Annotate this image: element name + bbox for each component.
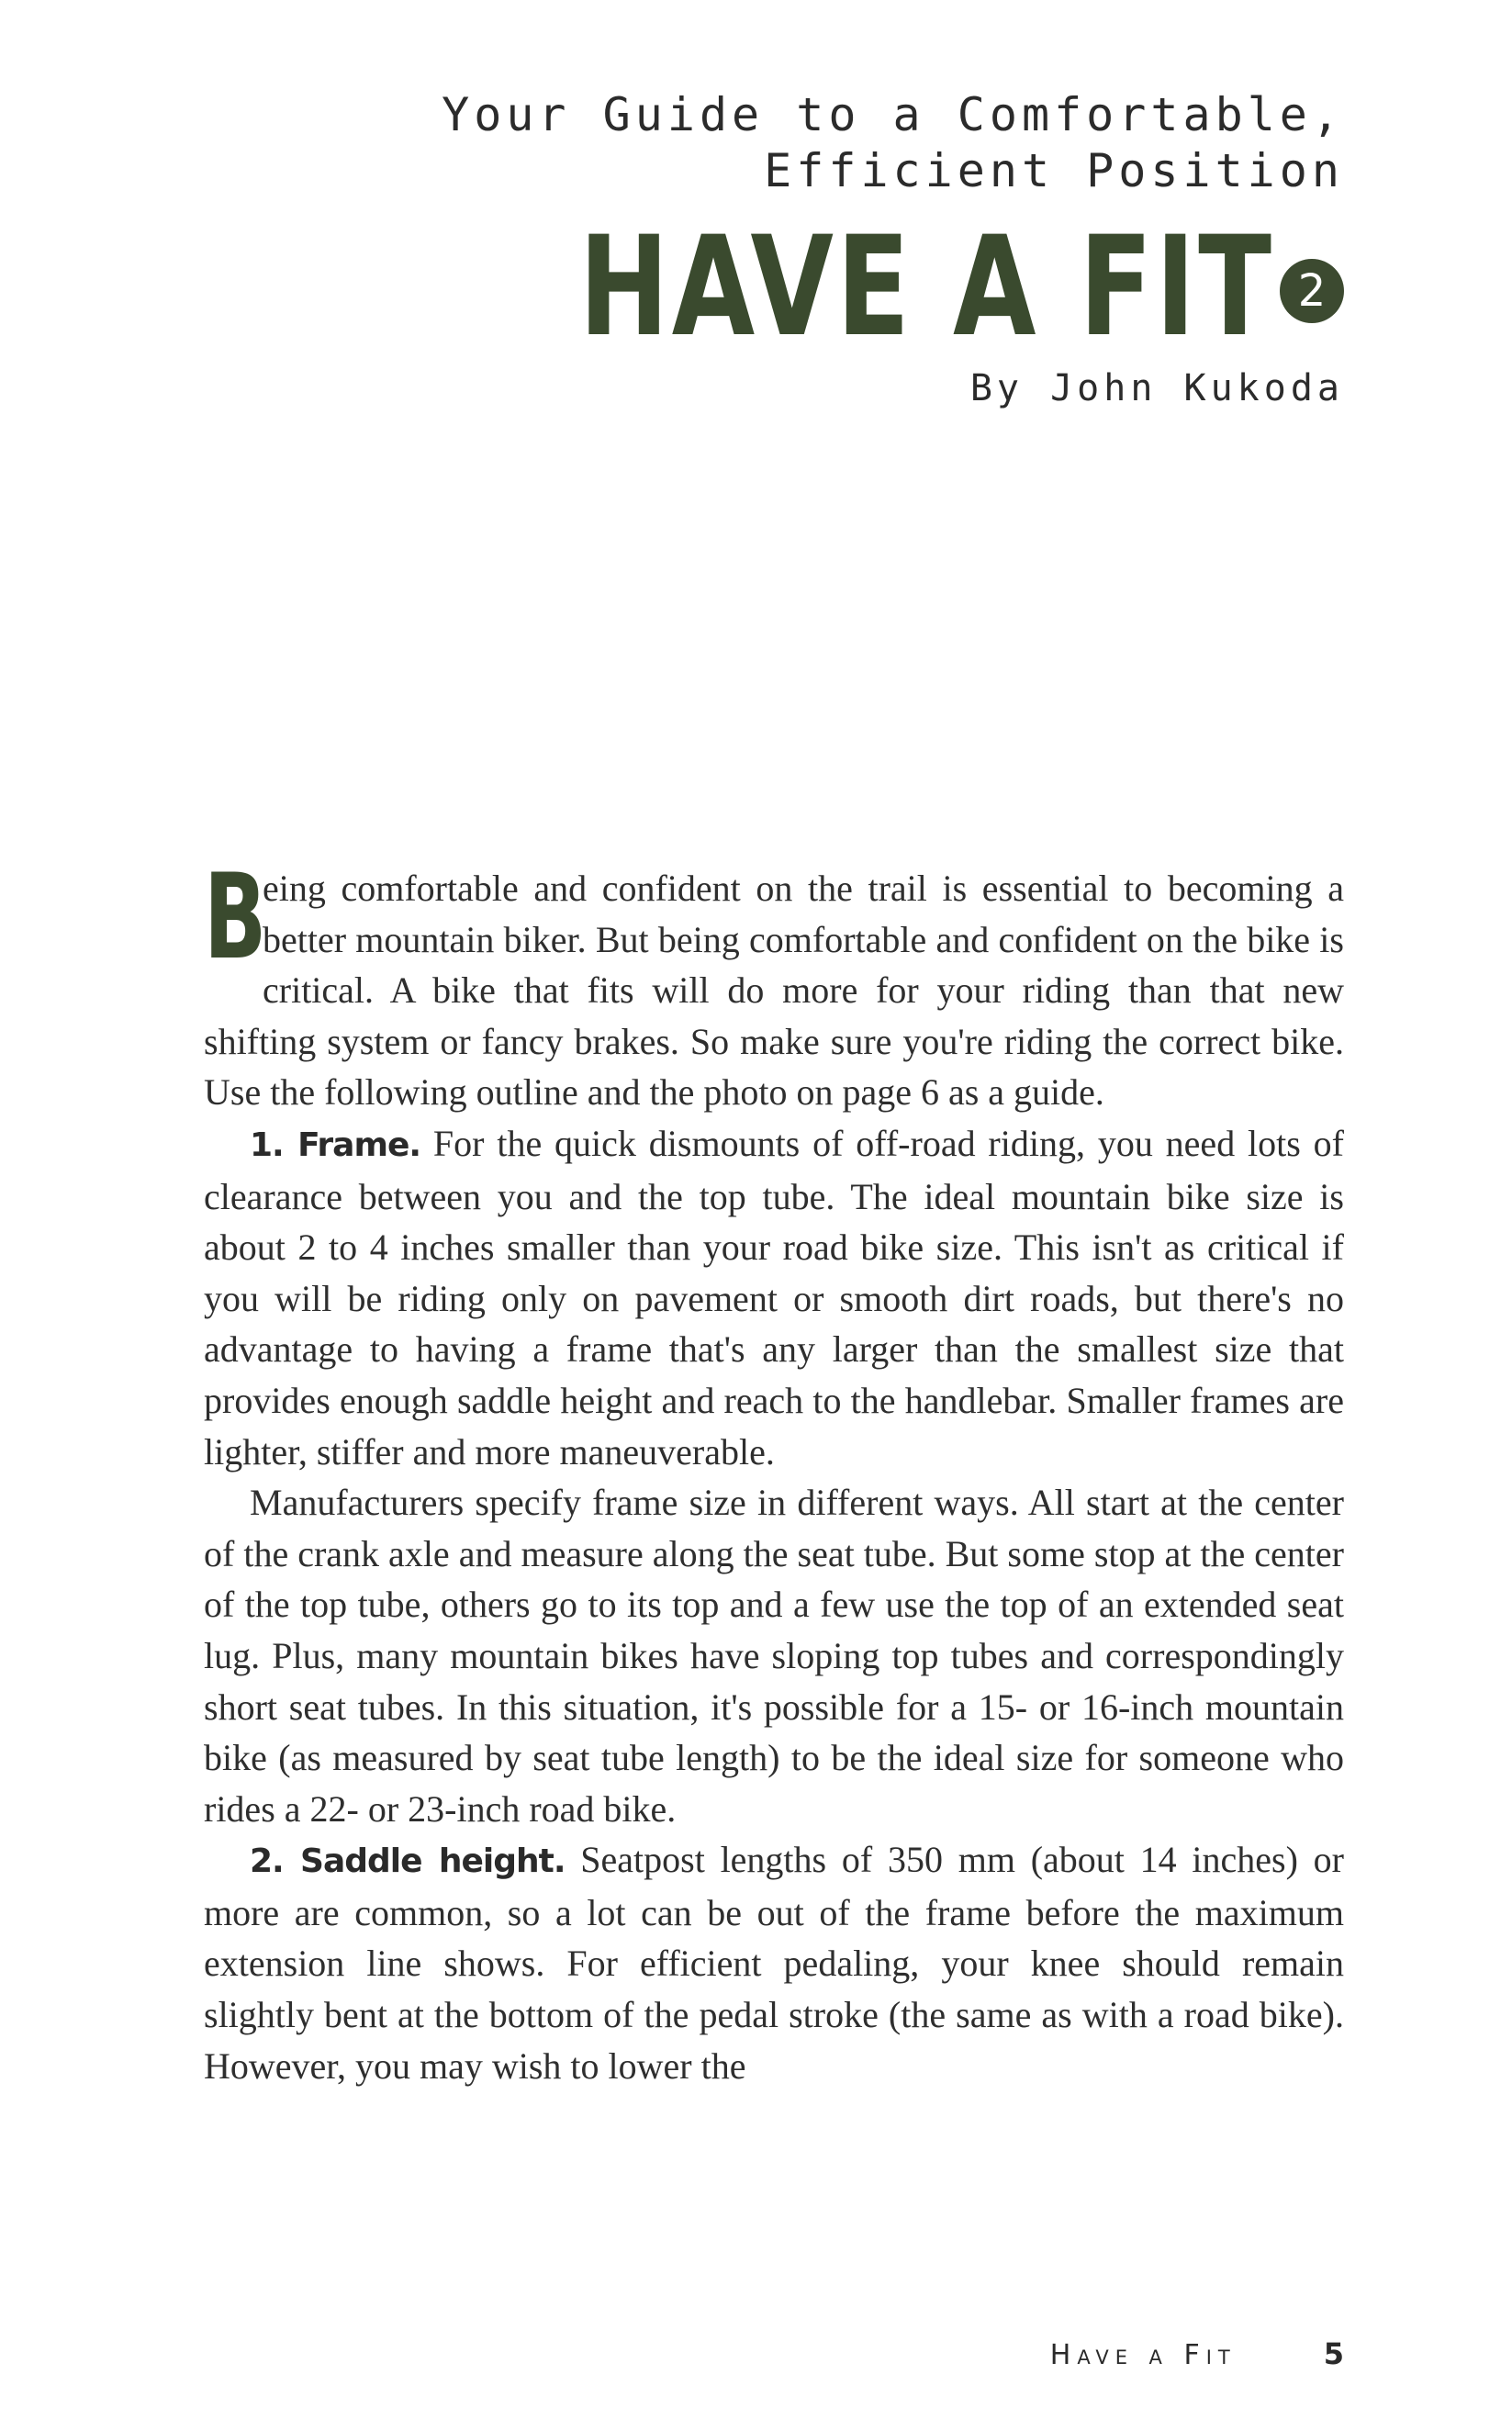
section-label-saddle-height: 2. Saddle height. — [250, 1842, 566, 1881]
chapter-subtitle — [442, 87, 1344, 199]
chapter-number-badge: 2 — [1280, 259, 1344, 323]
saddle-height-text: Seatpost lengths of 350 mm (about 14 inches) or more are common, so a lot can be out of the frame before the maximum extension line shows. For efficient pedaling, your knee should remain slightly bent at the bottom of the pedal stroke (the same as with a road bike). However, you may wish to lower the — [204, 1839, 1344, 2087]
author-byline: By John Kukoda — [969, 367, 1344, 409]
chapter-title: HAVE A FIT — [578, 207, 1274, 367]
article-body — [204, 849, 1345, 2091]
frame-text: For the quick dismounts of off-road riding, you need lots of clearance between you and the top tube. The ideal mountain bike size is about 2 to 4 inches smaller than your road bike size. This isn't as critical if you will be riding only on pavement or smooth dirt roads, but there's no advantage to having a frame that's any larger than the smallest size that provides enough saddle height and reach to the handlebar. Smaller frames are lighter, stiffer and more maneuverable. — [204, 1122, 1345, 1473]
section-label-frame: 1. Frame. — [250, 1126, 421, 1164]
subtitle-line-1: Your Guide to a Comfortable, — [442, 88, 1344, 141]
running-title: Have a Fit — [1049, 2339, 1237, 2371]
saddle-height-paragraph — [204, 1834, 1344, 2091]
subtitle-line-2: Efficient Position — [764, 144, 1344, 197]
frame-paragraph — [204, 1118, 1344, 1477]
frame-size-paragraph: Manufacturers specify frame size in different ways. All start at the center of the crank axle and measure along the seat tube. But some stop at the center of the top tube, others go to its top and a few use the top of an extended seat lug. Plus, many mountain bikes have sloping top tubes and correspondingly short seat tubes. In this situation, it's possible for a 15- or 16-inch mountain bike (as measured by seat tube length) to be the ideal size for someone who rides a 22- or 23-inch road bike. — [204, 1482, 1344, 1830]
intro-text: eing comfortable and confident on the trail is essential to becoming a better mountain biker. But being comfortable and confident on the bike is critical. A bike that fits will do more for your riding than that new shifting system or fancy brakes. So make sure you're riding the correct bike. Use the following outline and the photo on page 6 as a guide. — [204, 868, 1344, 1114]
page-number: 5 — [1323, 2336, 1344, 2371]
chapter-title-row — [383, 209, 1344, 365]
page-footer — [1050, 2336, 1344, 2371]
drop-cap: B — [204, 849, 267, 986]
intro-paragraph — [204, 849, 1344, 1118]
